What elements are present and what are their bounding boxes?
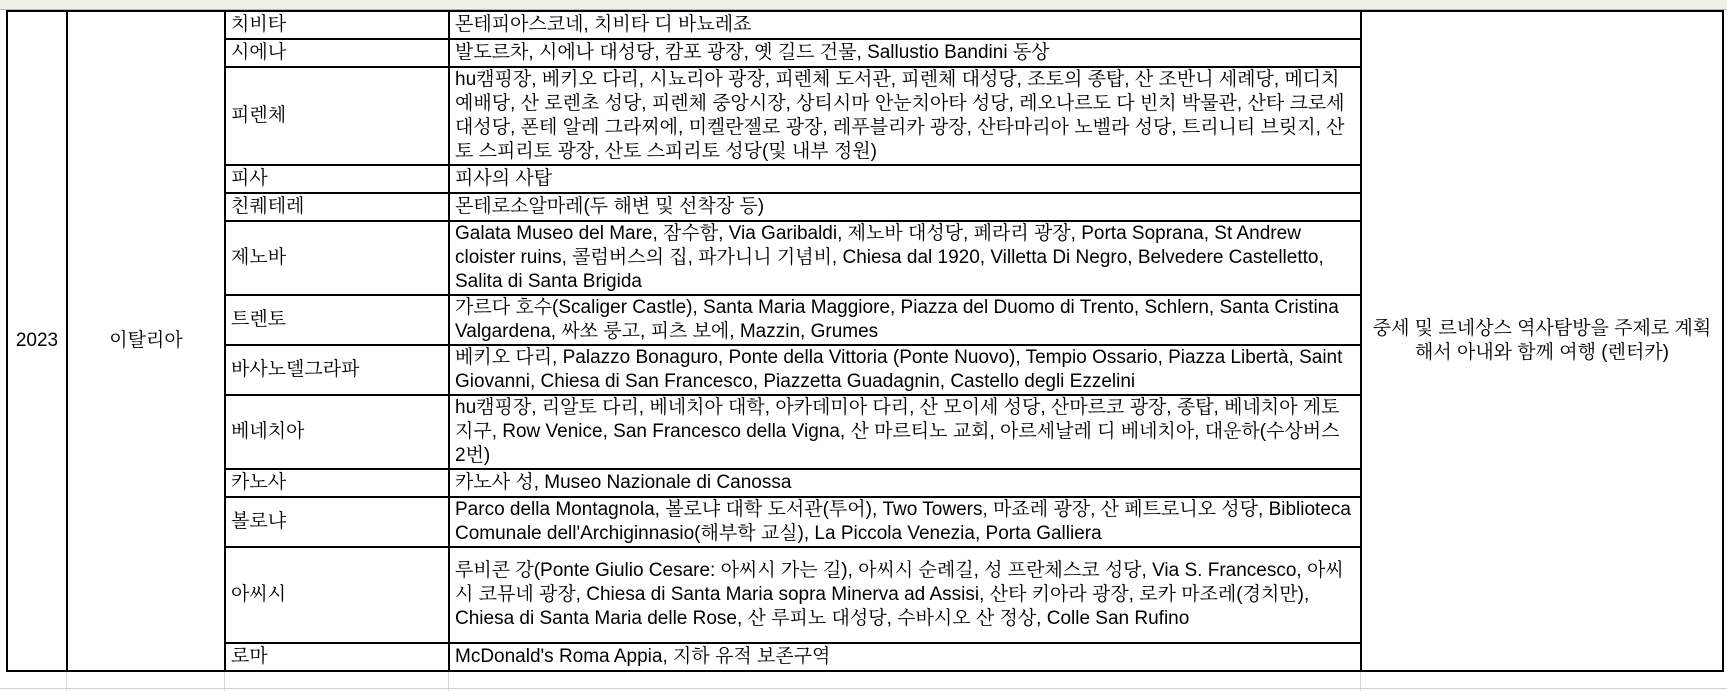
places-cell[interactable]: 베키오 다리, Palazzo Bonaguro, Ponte della Vittoria (Ponte Nuovo), Tempio Ossario, Piazza Libertà, Saint Giovanni, Chiesa di San Francesco, Piazzetta Guadagnin, Castello degli Ezzelini: [449, 345, 1361, 395]
city-cell[interactable]: 볼로냐: [225, 497, 449, 547]
bottom-gridline: [0, 688, 1727, 689]
city-cell[interactable]: 베네치아: [225, 395, 449, 469]
table-row: [7, 11, 1723, 39]
places-cell[interactable]: 카노사 성, Museo Nazionale di Canossa: [449, 469, 1361, 497]
city-cell[interactable]: 아씨시: [225, 547, 449, 643]
places-cell[interactable]: Parco della Montagnola, 볼로냐 대학 도서관(투어), Two Towers, 마죠레 광장, 산 페트로니오 성당, Biblioteca Comunale dell'Archiginnasio(해부학 교실), La Piccola Venezia, Porta Galliera: [449, 497, 1361, 547]
city-cell[interactable]: 카노사: [225, 469, 449, 497]
places-cell[interactable]: 피사의 사탑: [449, 165, 1361, 193]
city-cell[interactable]: 친퀘테레: [225, 193, 449, 221]
places-cell[interactable]: 몬테피아스코네, 치비타 디 바뇨레죠: [449, 11, 1361, 39]
places-cell[interactable]: hu캠핑장, 베키오 다리, 시뇨리아 광장, 피렌체 도서관, 피렌체 대성당, 조토의 종탑, 산 조반니 세례당, 메디치 예배당, 산 로렌초 성당, 피렌체 중앙시장, 상티시마 안눈치아타 성당, 레오나르도 다 빈치 박물관, 산타 크로세 대성당, 폰테 알레 그라찌에, 미켈란젤로 광장, 레푸블리카 광장, 산타마리아 노벨라 성당, 트리니티 브릿지, 산토 스피리토 광장, 산토 스피리토 성당(및 내부 정원): [449, 67, 1361, 165]
places-cell[interactable]: Galata Museo del Mare, 잠수함, Via Garibaldi, 제노바 대성당, 페라리 광장, Porta Soprana, St Andrew cloister ruins, 콜럼버스의 집, 파가니니 기념비, Chiesa dal 1920, Villetta Di Negro, Belvedere Castelletto, Salita di Santa Brigida: [449, 221, 1361, 295]
sheet-top-header-strip: [0, 0, 1727, 10]
places-cell[interactable]: 가르다 호수(Scaliger Castle), Santa Maria Maggiore, Piazza del Duomo di Trento, Schlern, Santa Cristina Valgardena, 싸쏘 룽고, 피츠 보에, Mazzin, Grumes: [449, 295, 1361, 345]
places-cell[interactable]: 몬테로소알마레(두 해변 및 선착장 등): [449, 193, 1361, 221]
city-cell[interactable]: 제노바: [225, 221, 449, 295]
city-cell[interactable]: 바사노델그라파: [225, 345, 449, 395]
city-cell[interactable]: 치비타: [225, 11, 449, 39]
year-cell[interactable]: 2023: [7, 11, 67, 671]
travel-table-body: [7, 11, 1723, 671]
city-cell[interactable]: 로마: [225, 643, 449, 671]
places-cell[interactable]: 발도르차, 시에나 대성당, 캄포 광장, 옛 길드 건물, Sallustio Bandini 동상: [449, 39, 1361, 67]
places-cell[interactable]: McDonald's Roma Appia, 지하 유적 보존구역: [449, 643, 1361, 671]
city-cell[interactable]: 피사: [225, 165, 449, 193]
places-cell[interactable]: 루비콘 강(Ponte Giulio Cesare: 아씨시 가는 길), 아씨시 순례길, 성 프란체스코 성당, Via S. Francesco, 아씨시 코뮤네 광장, Chiesa di Santa Maria sopra Minerva ad Assisi, 산타 키아라 광장, 로카 마조레(경치만), Chiesa di Santa Maria delle Rose, 산 루피노 대성당, 수바시오 산 정상, Colle San Rufino: [449, 547, 1361, 643]
city-cell[interactable]: 피렌체: [225, 67, 449, 165]
travel-table: [6, 10, 1724, 672]
city-cell[interactable]: 트렌토: [225, 295, 449, 345]
places-cell[interactable]: hu캠핑장, 리알토 다리, 베네치아 대학, 아카데미아 다리, 산 모이세 성당, 산마르코 광장, 종탑, 베네치아 게토 지구, Row Venice, San Francesco della Vigna, 산 마르티노 교회, 아르세날레 디 베네치아, 대운하(수상버스 2번): [449, 395, 1361, 469]
trip-note-cell[interactable]: 중세 및 르네상스 역사탐방을 주제로 계획해서 아내와 함께 여행 (렌터카): [1361, 11, 1723, 671]
city-cell[interactable]: 시에나: [225, 39, 449, 67]
country-cell[interactable]: 이탈리아: [67, 11, 225, 671]
